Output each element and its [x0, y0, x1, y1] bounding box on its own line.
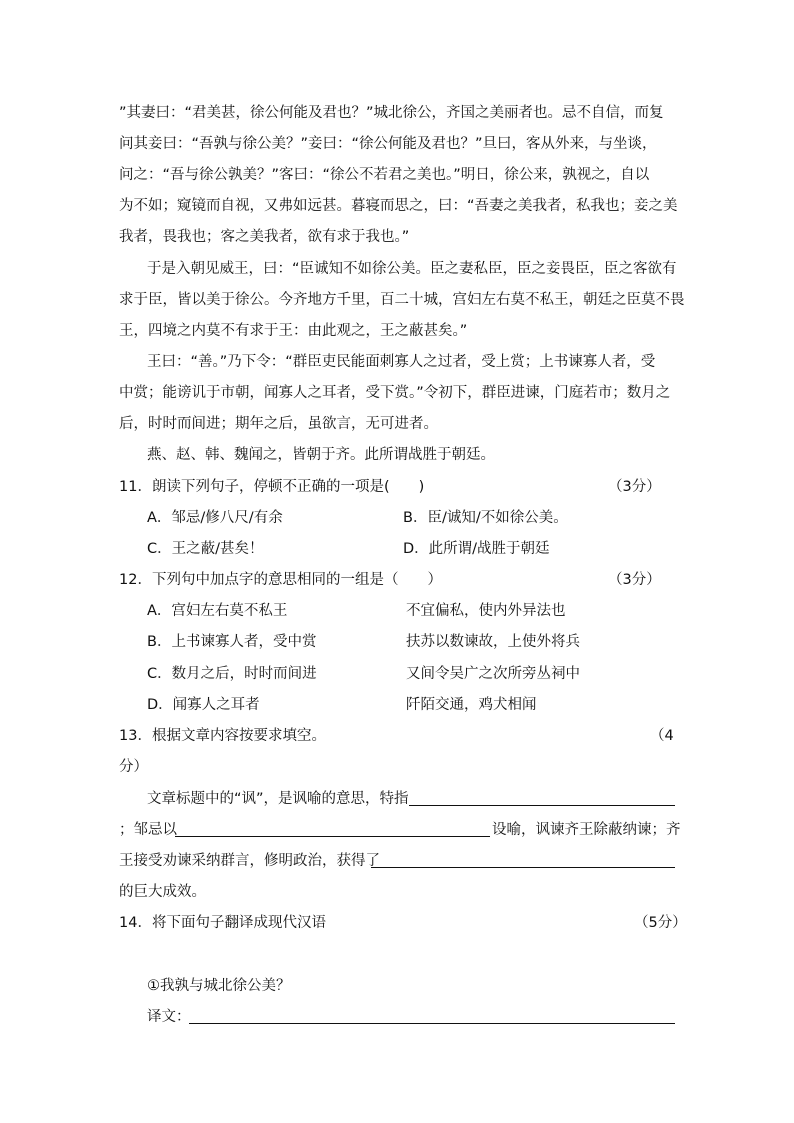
q12-row-b-right: 扶苏以数谏故，上使外将兵	[406, 634, 580, 650]
passage-line: 王，四境之内莫不有求于王：由此观之，王之蔽甚矣。”	[119, 323, 468, 339]
q13-line4: 的巨大成效。	[119, 884, 206, 900]
q12-row-b-left: B．上书谏寡人者，受中赏	[147, 634, 317, 650]
q13-score: （4	[650, 728, 674, 744]
passage-line: 我者，畏我也；客之美我者，欲有求于我也。”	[119, 229, 410, 245]
passage-line: 为不如；窥镜而自视，又弗如远甚。暮寝而思之，曰：“吾妻之美我者，私我也；妾之美	[119, 198, 678, 214]
q13-line3: 王接受劝谏采纳群言，修明政治，获得了	[119, 853, 380, 869]
q11-stem: 11．朗读下列句子，停顿不正确的一项是( )	[119, 479, 425, 495]
q14-translation-label: 译文：	[147, 1009, 191, 1025]
passage-line: ”其妻曰：“君美甚，徐公何能及君也？”城北徐公，齐国之美丽者也。忌不自信，而复	[119, 105, 664, 121]
q11-option-a: A．邹忌/修八尺/有余	[147, 510, 283, 526]
passage-line: 中赏；能谤讥于市朝，闻寡人之耳者，受下赏。”令初下，群臣进谏，门庭若市；数月之	[119, 385, 671, 401]
q13-line2-start: ；邹忌以	[119, 822, 177, 838]
passage-line: 问其妾曰：“吾孰与徐公美？”妾曰：“徐公何能及君也？”旦曰，客从外来，与坐谈，	[119, 136, 657, 152]
passage-line: 求于臣，皆以美于徐公。今齐地方千里，百二十城，宫妇左右莫不私王，朝廷之臣莫不畏	[119, 292, 685, 308]
q11-option-b: B．臣/诚知/不如徐公美。	[403, 510, 568, 526]
q12-stem: 12．下列句中加点字的意思相同的一组是（ ）	[119, 572, 442, 588]
q13-line1: 文章标题中的“讽”，是讽喻的意思，特指	[147, 791, 409, 807]
q13-stem: 13．根据文章内容按要求填空。	[119, 728, 326, 744]
q12-row-a-left: A．宫妇左右莫不私王	[147, 603, 288, 619]
q12-row-c-left: C．数月之后，时时而间进	[147, 666, 317, 682]
q12-row-a-right: 不宜偏私，使内外异法也	[406, 603, 566, 619]
q14-item-1: ①我孰与城北徐公美？	[147, 978, 291, 994]
q12-score: （3分）	[608, 572, 661, 588]
q13-blank-3[interactable]	[371, 867, 675, 868]
passage-line: 问之：“吾与徐公孰美？”客曰：“徐公不若君之美也。”明日，徐公来，孰视之，自以	[119, 167, 650, 183]
q14-score: （5分）	[634, 915, 687, 931]
passage-line: 燕、赵、韩、魏闻之，皆朝于齐。此所谓战胜于朝廷。	[147, 447, 495, 463]
q14-stem: 14．将下面句子翻译成现代汉语	[119, 915, 326, 931]
q11-option-c: C．王之蔽/甚矣！	[147, 541, 264, 557]
q12-row-d-left: D．闻寡人之耳者	[147, 697, 260, 713]
q13-blank-1[interactable]	[409, 805, 675, 806]
passage-line: 后，时时而间进；期年之后，虽欲言，无可进者。	[119, 416, 438, 432]
q11-option-d: D．此所谓/战胜于朝廷	[403, 541, 550, 557]
q12-row-d-right: 阡陌交通，鸡犬相闻	[406, 697, 537, 713]
q14-translation-blank[interactable]	[189, 1023, 675, 1024]
q11-score: （3分）	[608, 479, 661, 495]
q12-row-c-right: 又间令吴广之次所旁丛祠中	[406, 666, 580, 682]
passage-line: 王曰：“善。”乃下令：“群臣吏民能面刺寡人之过者，受上赏；上书谏寡人者，受	[147, 354, 656, 370]
q13-score-cont: 分）	[119, 759, 148, 775]
q13-line2-end: 设喻，讽谏齐王除蔽纳谏；齐	[492, 822, 681, 838]
q13-blank-2[interactable]	[175, 836, 490, 837]
passage-line: 于是入朝见威王，曰：“臣诚知不如徐公美。臣之妻私臣，臣之妾畏臣，臣之客欲有	[147, 261, 677, 277]
